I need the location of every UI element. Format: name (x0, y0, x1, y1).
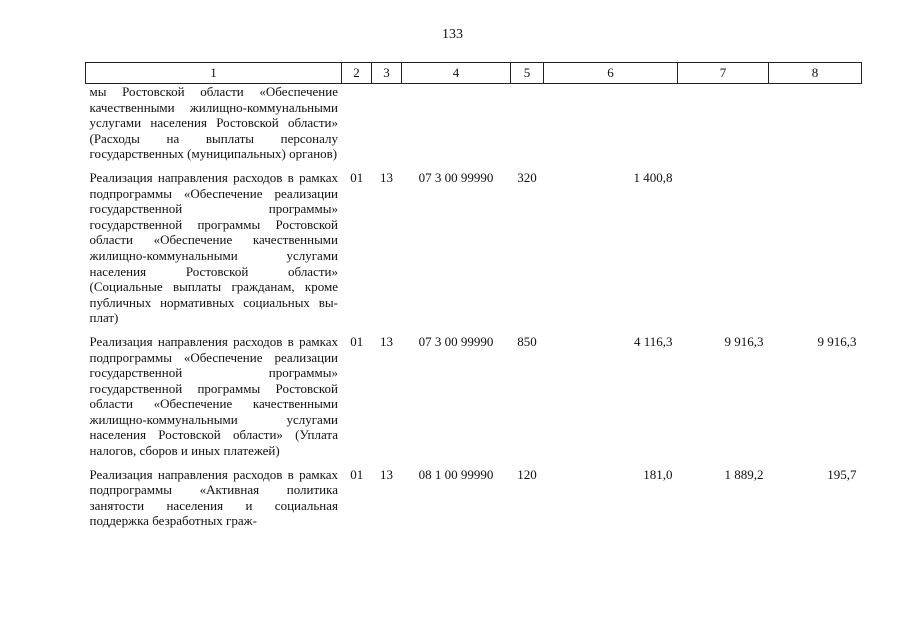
row-amount-col8: 9 916,3 (817, 333, 857, 349)
row-description: Реализация направления расходов в рамках подпрограммы «Обеспечение реализации государственной программы» государственной программы Ростовской области «Обеспечение качественными жилищно-коммунальными услугами населения Ростовской области» (Социальные выплаты гражданам, кроме публичных нормативных социальных выплат) (89, 169, 338, 326)
row-expense-type: 850 (517, 333, 537, 349)
row-expense-type: 120 (517, 466, 537, 482)
header-col-1: 1 (86, 63, 342, 84)
row-expense-type (511, 84, 544, 170)
row-target-item: 07 3 00 99990 (418, 333, 494, 349)
row-subsection: 13 (380, 169, 393, 185)
row-amount-col8: 195,7 (827, 466, 857, 482)
row-amount-col7 (678, 170, 769, 334)
row-target-item (402, 84, 511, 170)
row-section (342, 84, 372, 170)
row-amount-col7: 1 889,2 (724, 466, 764, 482)
table-row (86, 467, 862, 529)
table-header-row (86, 63, 862, 84)
table-row (86, 84, 862, 170)
row-subsection: 13 (380, 466, 393, 482)
header-col-2: 2 (342, 63, 372, 84)
row-amount-col6: 1 400,8 (633, 169, 673, 185)
row-amount-col8 (769, 170, 862, 334)
row-amount-col6 (544, 84, 678, 170)
header-col-3: 3 (372, 63, 402, 84)
row-description: Реализация направления расходов в рамках подпрограммы «Обеспечение реализации государственной программы» государственной программы Ростовской области «Обеспечение качественными жилищно-коммунальными услугами населения Ростовской области» (Уплата налогов, сборов и иных платежей) (89, 333, 338, 459)
row-target-item: 07 3 00 99990 (418, 169, 494, 185)
row-amount-col6: 181,0 (643, 466, 673, 482)
row-section: 01 (350, 466, 364, 482)
table-row (86, 170, 862, 334)
header-col-4: 4 (402, 63, 511, 84)
header-col-7: 7 (678, 63, 769, 84)
row-section: 01 (350, 333, 364, 349)
budget-table (85, 62, 862, 529)
row-subsection (372, 84, 402, 170)
row-description: Реализация направления расходов в рамках подпрограммы «Активная политика занятости населения и социальная поддержка безработных граж- (89, 466, 338, 529)
row-description: мы Ростовской области «Обеспечение качественными жилищно-коммунальными услугами населения Ростовской области» (Расходы на выплаты персоналу государственных (муниципальных) органов) (89, 84, 338, 162)
row-expense-type: 320 (517, 169, 537, 185)
table-row (86, 334, 862, 467)
row-subsection: 13 (380, 333, 393, 349)
header-col-5: 5 (511, 63, 544, 84)
row-section: 01 (350, 169, 364, 185)
page-number: 133 (442, 27, 463, 42)
row-amount-col7: 9 916,3 (724, 333, 764, 349)
row-amount-col7 (678, 84, 769, 170)
header-col-8: 8 (769, 63, 862, 84)
row-amount-col6: 4 116,3 (633, 333, 673, 349)
header-col-6: 6 (544, 63, 678, 84)
row-target-item: 08 1 00 99990 (418, 466, 494, 482)
row-amount-col8 (769, 84, 862, 170)
